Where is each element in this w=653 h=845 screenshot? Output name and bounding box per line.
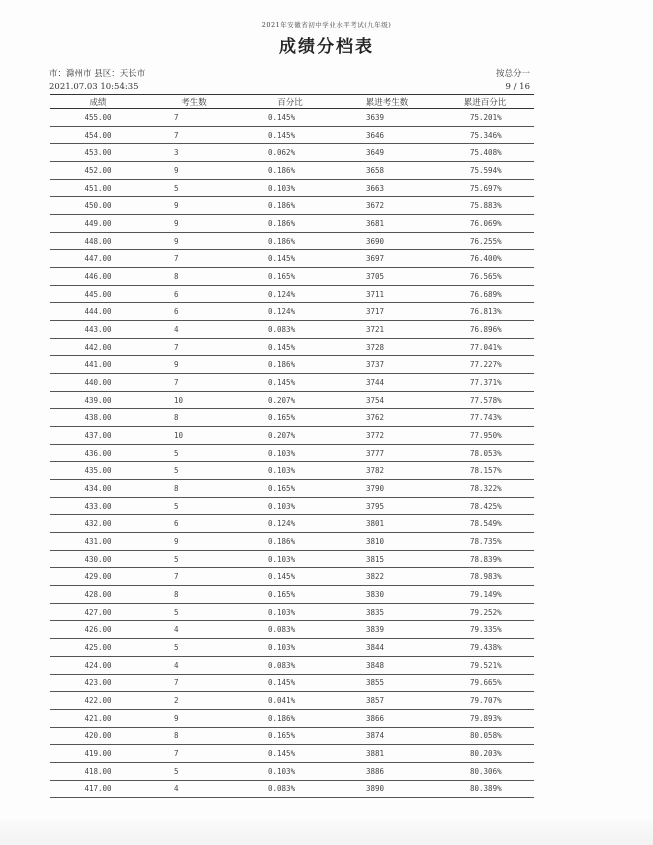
table-row [50, 215, 534, 233]
cell-count: 3 [146, 144, 242, 162]
cell-cumulative-percent: 75.594% [436, 162, 534, 180]
cell-count: 9 [146, 215, 242, 233]
cell-count: 8 [146, 586, 242, 604]
cell-cumulative-count: 3663 [338, 179, 436, 197]
cell-cumulative-count: 3690 [338, 232, 436, 250]
cell-cumulative-percent: 77.578% [436, 391, 534, 409]
cell-cumulative-count: 3790 [338, 480, 436, 498]
table-row [50, 197, 534, 215]
cell-percent: 0.186% [242, 215, 338, 233]
cell-cumulative-percent: 79.149% [436, 586, 534, 604]
score-table-wrapper [50, 94, 534, 798]
cell-count: 9 [146, 709, 242, 727]
header-count: 考生数 [146, 95, 242, 109]
table-row [50, 409, 534, 427]
cell-count: 5 [146, 179, 242, 197]
cell-count: 4 [146, 780, 242, 798]
table-row [50, 621, 534, 639]
cell-percent: 0.062% [242, 144, 338, 162]
cell-percent: 0.186% [242, 356, 338, 374]
cell-cumulative-percent: 80.389% [436, 780, 534, 798]
cell-count: 7 [146, 338, 242, 356]
cell-count: 6 [146, 515, 242, 533]
cell-percent: 0.103% [242, 603, 338, 621]
page-bottom-edge [0, 820, 653, 845]
cell-cumulative-percent: 77.950% [436, 427, 534, 445]
cell-count: 9 [146, 162, 242, 180]
table-row [50, 656, 534, 674]
cell-cumulative-percent: 79.252% [436, 603, 534, 621]
cell-cumulative-percent: 79.665% [436, 674, 534, 692]
cell-count: 7 [146, 674, 242, 692]
cell-cumulative-count: 3822 [338, 568, 436, 586]
cell-cumulative-percent: 77.743% [436, 409, 534, 427]
table-row [50, 179, 534, 197]
cell-cumulative-count: 3658 [338, 162, 436, 180]
cell-score: 422.00 [50, 692, 146, 710]
cell-cumulative-percent: 80.306% [436, 762, 534, 780]
cell-score: 443.00 [50, 321, 146, 339]
cell-count: 4 [146, 321, 242, 339]
cell-score: 446.00 [50, 268, 146, 286]
table-row [50, 603, 534, 621]
cell-score: 439.00 [50, 391, 146, 409]
cell-count: 6 [146, 303, 242, 321]
cell-count: 5 [146, 639, 242, 657]
cell-cumulative-percent: 78.549% [436, 515, 534, 533]
cell-percent: 0.165% [242, 480, 338, 498]
region-label: 市：滁州市 县区：天长市 [49, 69, 146, 79]
cell-percent: 0.083% [242, 621, 338, 639]
cell-cumulative-percent: 76.689% [436, 285, 534, 303]
table-row [50, 550, 534, 568]
cell-cumulative-percent: 79.893% [436, 709, 534, 727]
cell-percent: 0.124% [242, 303, 338, 321]
cell-count: 8 [146, 727, 242, 745]
cell-cumulative-percent: 76.400% [436, 250, 534, 268]
cell-count: 8 [146, 409, 242, 427]
cell-score: 423.00 [50, 674, 146, 692]
cell-cumulative-percent: 75.408% [436, 144, 534, 162]
cell-count: 4 [146, 621, 242, 639]
cell-cumulative-count: 3810 [338, 533, 436, 551]
table-row [50, 497, 534, 515]
table-row [50, 586, 534, 604]
cell-cumulative-count: 3839 [338, 621, 436, 639]
cell-cumulative-count: 3772 [338, 427, 436, 445]
cell-count: 9 [146, 356, 242, 374]
cell-percent: 0.083% [242, 321, 338, 339]
cell-score: 453.00 [50, 144, 146, 162]
table-row [50, 374, 534, 392]
header-cumulative-count: 累进考生数 [338, 95, 436, 109]
table-row [50, 162, 534, 180]
cell-score: 430.00 [50, 550, 146, 568]
cell-count: 5 [146, 462, 242, 480]
cell-score: 429.00 [50, 568, 146, 586]
cell-score: 455.00 [50, 109, 146, 127]
table-row [50, 568, 534, 586]
cell-cumulative-count: 3737 [338, 356, 436, 374]
cell-percent: 0.103% [242, 550, 338, 568]
header-score: 成绩 [50, 95, 146, 109]
cell-percent: 0.103% [242, 762, 338, 780]
cell-percent: 0.145% [242, 250, 338, 268]
cell-percent: 0.165% [242, 268, 338, 286]
cell-cumulative-percent: 78.839% [436, 550, 534, 568]
cell-percent: 0.165% [242, 727, 338, 745]
header-percent: 百分比 [242, 95, 338, 109]
cell-count: 5 [146, 444, 242, 462]
cell-count: 8 [146, 268, 242, 286]
table-row [50, 533, 534, 551]
cell-cumulative-percent: 77.041% [436, 338, 534, 356]
cell-percent: 0.103% [242, 444, 338, 462]
table-row [50, 268, 534, 286]
table-header-row [50, 95, 534, 109]
cell-percent: 0.124% [242, 515, 338, 533]
cell-count: 2 [146, 692, 242, 710]
cell-percent: 0.207% [242, 427, 338, 445]
sort-label: 按总分一 [495, 69, 530, 79]
document-subtitle: 2021年安徽省初中学业水平考试(九年级) [261, 21, 392, 29]
table-row [50, 780, 534, 798]
cell-cumulative-percent: 77.227% [436, 356, 534, 374]
cell-count: 8 [146, 480, 242, 498]
table-row [50, 709, 534, 727]
cell-percent: 0.124% [242, 285, 338, 303]
cell-percent: 0.186% [242, 709, 338, 727]
table-row [50, 250, 534, 268]
table-row [50, 356, 534, 374]
cell-score: 437.00 [50, 427, 146, 445]
table-row [50, 480, 534, 498]
table-row [50, 745, 534, 763]
cell-cumulative-percent: 78.157% [436, 462, 534, 480]
cell-score: 449.00 [50, 215, 146, 233]
cell-score: 421.00 [50, 709, 146, 727]
cell-percent: 0.145% [242, 374, 338, 392]
cell-cumulative-count: 3855 [338, 674, 436, 692]
cell-cumulative-count: 3754 [338, 391, 436, 409]
cell-percent: 0.207% [242, 391, 338, 409]
table-row [50, 338, 534, 356]
cell-cumulative-count: 3711 [338, 285, 436, 303]
cell-score: 424.00 [50, 656, 146, 674]
cell-count: 7 [146, 745, 242, 763]
cell-cumulative-percent: 80.058% [436, 727, 534, 745]
meta-right [496, 68, 530, 94]
cell-score: 444.00 [50, 303, 146, 321]
cell-cumulative-count: 3721 [338, 321, 436, 339]
meta-left [49, 68, 145, 94]
cell-cumulative-percent: 76.565% [436, 268, 534, 286]
cell-cumulative-count: 3881 [338, 745, 436, 763]
table-row [50, 303, 534, 321]
cell-score: 433.00 [50, 497, 146, 515]
table-row [50, 232, 534, 250]
cell-score: 425.00 [50, 639, 146, 657]
cell-cumulative-count: 3681 [338, 215, 436, 233]
table-row [50, 462, 534, 480]
cell-cumulative-count: 3830 [338, 586, 436, 604]
cell-cumulative-count: 3844 [338, 639, 436, 657]
cell-percent: 0.186% [242, 232, 338, 250]
cell-percent: 0.103% [242, 462, 338, 480]
cell-percent: 0.186% [242, 533, 338, 551]
cell-count: 9 [146, 232, 242, 250]
cell-cumulative-percent: 79.438% [436, 639, 534, 657]
cell-count: 7 [146, 126, 242, 144]
cell-cumulative-count: 3777 [338, 444, 436, 462]
cell-score: 418.00 [50, 762, 146, 780]
cell-count: 7 [146, 568, 242, 586]
cell-cumulative-percent: 79.707% [436, 692, 534, 710]
cell-score: 436.00 [50, 444, 146, 462]
cell-score: 431.00 [50, 533, 146, 551]
table-body [50, 109, 534, 798]
cell-count: 6 [146, 285, 242, 303]
cell-cumulative-count: 3795 [338, 497, 436, 515]
cell-count: 10 [146, 391, 242, 409]
cell-cumulative-count: 3649 [338, 144, 436, 162]
cell-cumulative-count: 3705 [338, 268, 436, 286]
cell-cumulative-count: 3728 [338, 338, 436, 356]
cell-score: 420.00 [50, 727, 146, 745]
cell-percent: 0.145% [242, 109, 338, 127]
score-distribution-table [50, 94, 534, 798]
cell-count: 7 [146, 250, 242, 268]
cell-count: 7 [146, 374, 242, 392]
cell-cumulative-percent: 78.425% [436, 497, 534, 515]
cell-score: 417.00 [50, 780, 146, 798]
cell-score: 427.00 [50, 603, 146, 621]
cell-count: 10 [146, 427, 242, 445]
cell-cumulative-count: 3866 [338, 709, 436, 727]
cell-cumulative-percent: 75.697% [436, 179, 534, 197]
cell-cumulative-percent: 78.735% [436, 533, 534, 551]
cell-percent: 0.041% [242, 692, 338, 710]
table-row [50, 674, 534, 692]
datetime-label: 2021.07.03 10:54:35 [49, 82, 139, 92]
cell-count: 5 [146, 762, 242, 780]
cell-count: 9 [146, 533, 242, 551]
table-row [50, 126, 534, 144]
table-row [50, 444, 534, 462]
cell-percent: 0.103% [242, 497, 338, 515]
cell-cumulative-count: 3801 [338, 515, 436, 533]
cell-cumulative-count: 3717 [338, 303, 436, 321]
cell-score: 442.00 [50, 338, 146, 356]
document-title: 成绩分档表 [279, 37, 374, 57]
cell-cumulative-percent: 76.896% [436, 321, 534, 339]
table-row [50, 144, 534, 162]
cell-percent: 0.103% [242, 179, 338, 197]
cell-score: 440.00 [50, 374, 146, 392]
cell-cumulative-percent: 78.322% [436, 480, 534, 498]
cell-cumulative-percent: 78.983% [436, 568, 534, 586]
cell-cumulative-count: 3886 [338, 762, 436, 780]
cell-cumulative-count: 3815 [338, 550, 436, 568]
page-indicator: 9 / 16 [505, 82, 530, 92]
cell-cumulative-count: 3782 [338, 462, 436, 480]
cell-cumulative-percent: 75.201% [436, 109, 534, 127]
table-row [50, 427, 534, 445]
cell-cumulative-count: 3646 [338, 126, 436, 144]
cell-score: 428.00 [50, 586, 146, 604]
cell-count: 5 [146, 550, 242, 568]
cell-score: 419.00 [50, 745, 146, 763]
cell-cumulative-percent: 75.346% [436, 126, 534, 144]
cell-cumulative-percent: 79.335% [436, 621, 534, 639]
cell-score: 432.00 [50, 515, 146, 533]
cell-cumulative-count: 3874 [338, 727, 436, 745]
table-row [50, 321, 534, 339]
table-row [50, 692, 534, 710]
cell-cumulative-count: 3639 [338, 109, 436, 127]
cell-percent: 0.186% [242, 197, 338, 215]
cell-cumulative-count: 3697 [338, 250, 436, 268]
cell-percent: 0.145% [242, 126, 338, 144]
cell-cumulative-percent: 76.813% [436, 303, 534, 321]
table-row [50, 515, 534, 533]
cell-score: 448.00 [50, 232, 146, 250]
table-row [50, 762, 534, 780]
cell-score: 447.00 [50, 250, 146, 268]
cell-count: 7 [146, 109, 242, 127]
cell-percent: 0.145% [242, 674, 338, 692]
cell-count: 4 [146, 656, 242, 674]
cell-cumulative-count: 3672 [338, 197, 436, 215]
cell-percent: 0.186% [242, 162, 338, 180]
cell-cumulative-count: 3744 [338, 374, 436, 392]
cell-cumulative-percent: 76.255% [436, 232, 534, 250]
cell-percent: 0.165% [242, 409, 338, 427]
cell-score: 451.00 [50, 179, 146, 197]
cell-cumulative-count: 3762 [338, 409, 436, 427]
cell-cumulative-percent: 78.053% [436, 444, 534, 462]
cell-cumulative-percent: 77.371% [436, 374, 534, 392]
cell-score: 450.00 [50, 197, 146, 215]
cell-cumulative-percent: 75.883% [436, 197, 534, 215]
cell-score: 435.00 [50, 462, 146, 480]
cell-percent: 0.165% [242, 586, 338, 604]
cell-count: 5 [146, 603, 242, 621]
cell-cumulative-percent: 79.521% [436, 656, 534, 674]
table-row [50, 109, 534, 127]
cell-score: 454.00 [50, 126, 146, 144]
cell-count: 5 [146, 497, 242, 515]
cell-cumulative-count: 3848 [338, 656, 436, 674]
cell-percent: 0.083% [242, 656, 338, 674]
cell-cumulative-count: 3890 [338, 780, 436, 798]
cell-percent: 0.083% [242, 780, 338, 798]
cell-percent: 0.145% [242, 745, 338, 763]
cell-percent: 0.145% [242, 338, 338, 356]
table-row [50, 639, 534, 657]
header-cumulative-percent: 累进百分比 [436, 95, 534, 109]
cell-cumulative-count: 3857 [338, 692, 436, 710]
cell-score: 452.00 [50, 162, 146, 180]
cell-percent: 0.145% [242, 568, 338, 586]
cell-score: 438.00 [50, 409, 146, 427]
cell-percent: 0.103% [242, 639, 338, 657]
cell-score: 441.00 [50, 356, 146, 374]
table-row [50, 727, 534, 745]
cell-count: 9 [146, 197, 242, 215]
cell-cumulative-percent: 76.069% [436, 215, 534, 233]
table-row [50, 285, 534, 303]
cell-score: 445.00 [50, 285, 146, 303]
table-row [50, 391, 534, 409]
cell-cumulative-count: 3835 [338, 603, 436, 621]
cell-cumulative-percent: 80.203% [436, 745, 534, 763]
cell-score: 426.00 [50, 621, 146, 639]
cell-score: 434.00 [50, 480, 146, 498]
